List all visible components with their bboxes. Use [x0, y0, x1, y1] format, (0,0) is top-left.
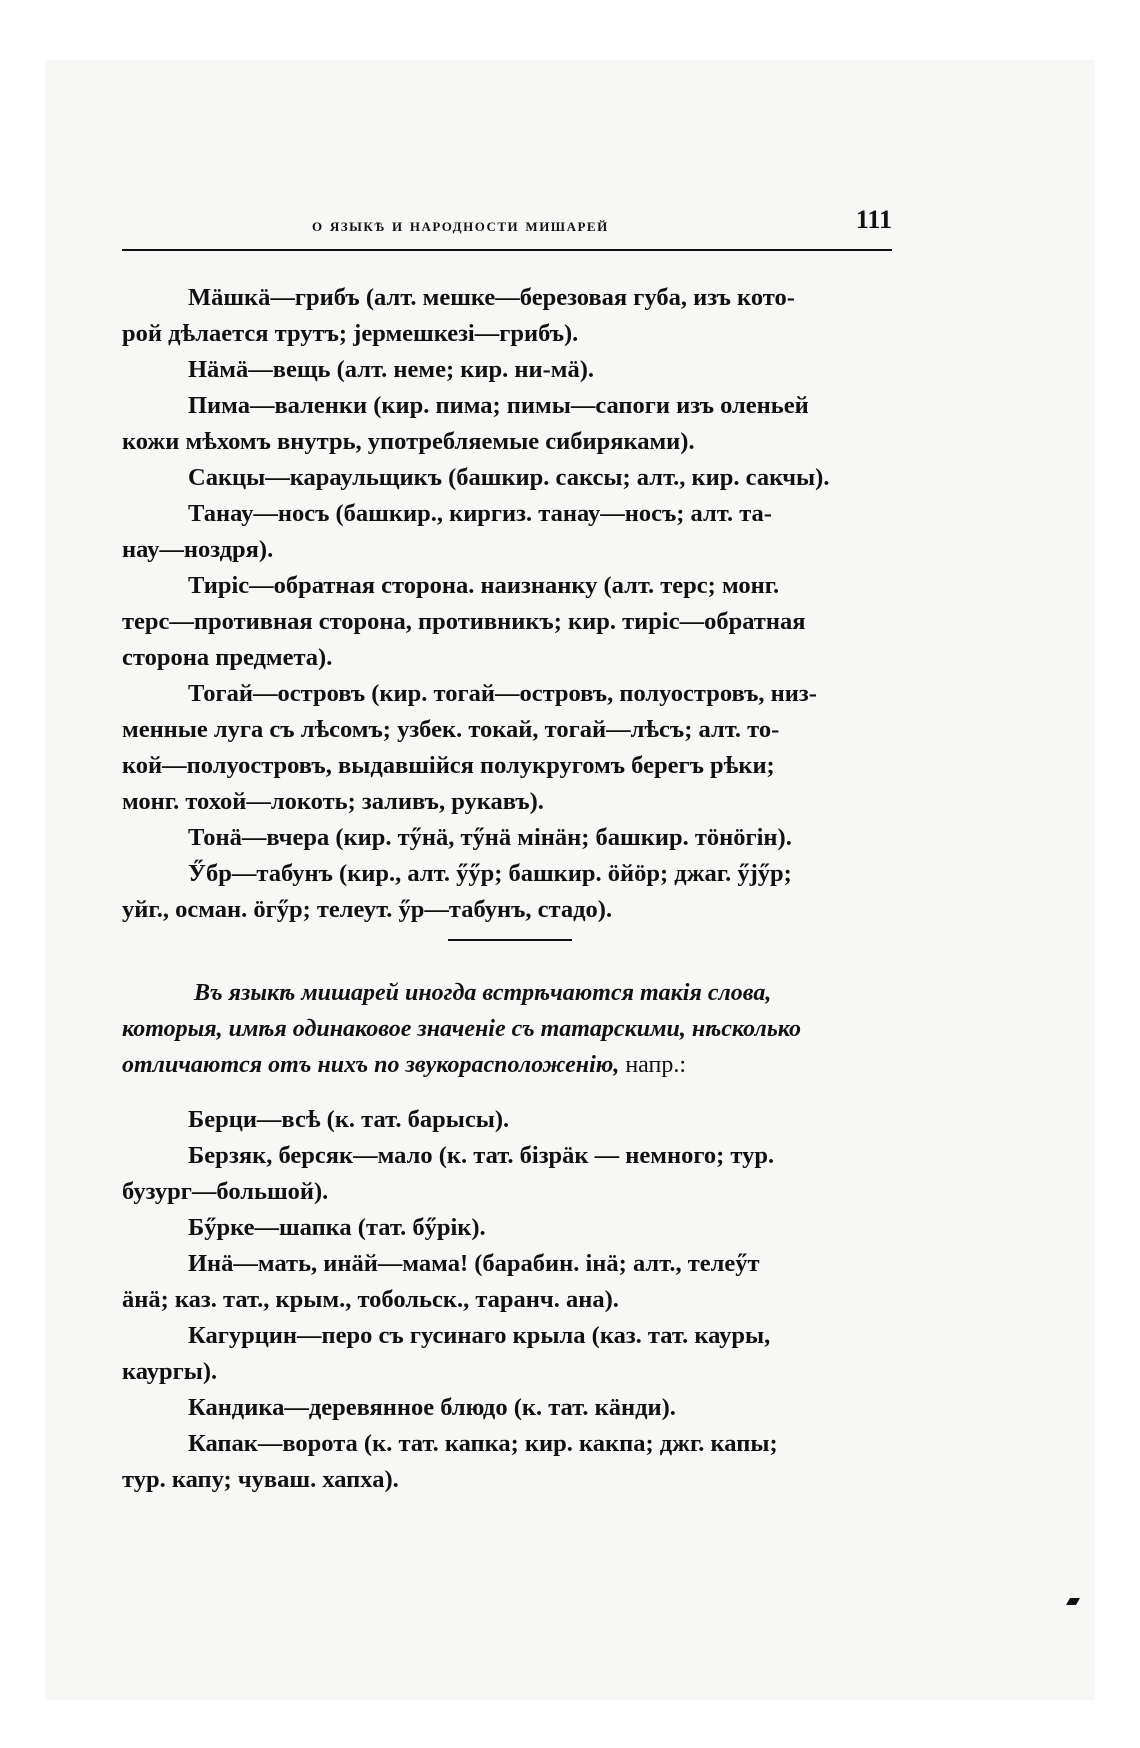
- dictionary-entry-tiris: Тирiс—обратная сторона. наизнанку (алт. терс; монг. терс—противная сторона, противникъ; кир. тирiс—обратная сторона предмета).: [122, 572, 806, 671]
- dictionary-entry-ubr: Ӳбр—табунъ (кир., алт. ӳӳр; башкир. ӧйӧр; джаг. ӳjӳр; уйг., осман. ӧгӳр; телеут. ӳр—табунъ, стадо).: [122, 860, 792, 923]
- dictionary-entry-berzyak: Берзяк, берсяк—мало (к. тат. бiзрӓк — немного; тур. бузург—большой).: [122, 1142, 775, 1205]
- page-header: [122, 205, 892, 245]
- dictionary-block-bottom: [122, 1102, 892, 1498]
- dictionary-entry-nama: Нӓмӓ—вещь (алт. неме; кир. ни-мӓ).: [188, 356, 594, 383]
- dictionary-block-top: [122, 280, 892, 928]
- dictionary-entry-tanau: Танау—носъ (башкир., киргиз. танау—носъ; алт. та- нау—ноздря).: [122, 500, 772, 563]
- dictionary-entry-kandika: Кандика—деревянное блюдо (к. тат. кӓнди).: [188, 1394, 676, 1421]
- dictionary-entry-sakcy: Сакцы—караульщикъ (башкир. саксы; алт., кир. сакчы).: [188, 464, 830, 491]
- dictionary-entry-tona: Тонӓ—вчера (кир. тӳнӓ, тӳнӓ мiнӓн; башкир. тӧнӧгiн).: [188, 824, 792, 851]
- intro-tail-text: напр.:: [619, 1052, 687, 1078]
- running-title: о языкѣ и народности мишарей: [312, 215, 609, 236]
- dictionary-entry-berci: Берци—всѣ (к. тат. барысы).: [188, 1106, 510, 1133]
- intro-paragraph: [122, 975, 892, 1083]
- section-separator: [448, 939, 572, 941]
- dictionary-entry-kagurcin: Кагурцин—перо съ гусинаго крыла (каз. тат. кауры, каургы).: [122, 1322, 771, 1385]
- intro-italic-text: Въ языкѣ мишарей иногда встрѣчаются такiя слова, которыя, имѣя одинаковое значенiе съ татарскими, нѣсколько отличаются отъ нихъ по звукорасположенiю,: [122, 980, 802, 1078]
- dictionary-entry-togai: Тогай—островъ (кир. тогай—островъ, полуостровъ, низ- менные луга съ лѣсомъ; узбек. токай, тогай—лѣсъ; алт. то- кой—полуостровъ, выдавшiйся полукругомъ берегъ рѣки; монг. тохой—локоть; заливъ, рукавъ).: [122, 680, 817, 815]
- header-rule: [122, 249, 892, 251]
- dictionary-entry-pima: Пима—валенки (кир. пима; пимы—сапоги изъ оленьей кожи мѣхомъ внутрь, употребляемые сибиряками).: [122, 392, 809, 455]
- page-number: 111: [855, 205, 892, 234]
- dictionary-entry-ina: Инӓ—мать, инӓй—мама! (барабин. iнӓ; алт., телеӳт ӓнӓ; каз. тат., крым., тобольск., таранч. ана).: [122, 1250, 760, 1313]
- dictionary-entry-kapak: Капак—ворота (к. тат. капка; кир. какпа; джг. капы; тур. капу; чуваш. хапха).: [122, 1430, 778, 1493]
- dictionary-entry-mashka: Мӓшкӓ—грибъ (алт. мешке—березовая губа, изъ кото- рой дѣлается трутъ; jермешкезi—грибъ).: [122, 284, 795, 347]
- dictionary-entry-burke: Бӳрке—шапка (тат. бӳрiк).: [188, 1214, 486, 1241]
